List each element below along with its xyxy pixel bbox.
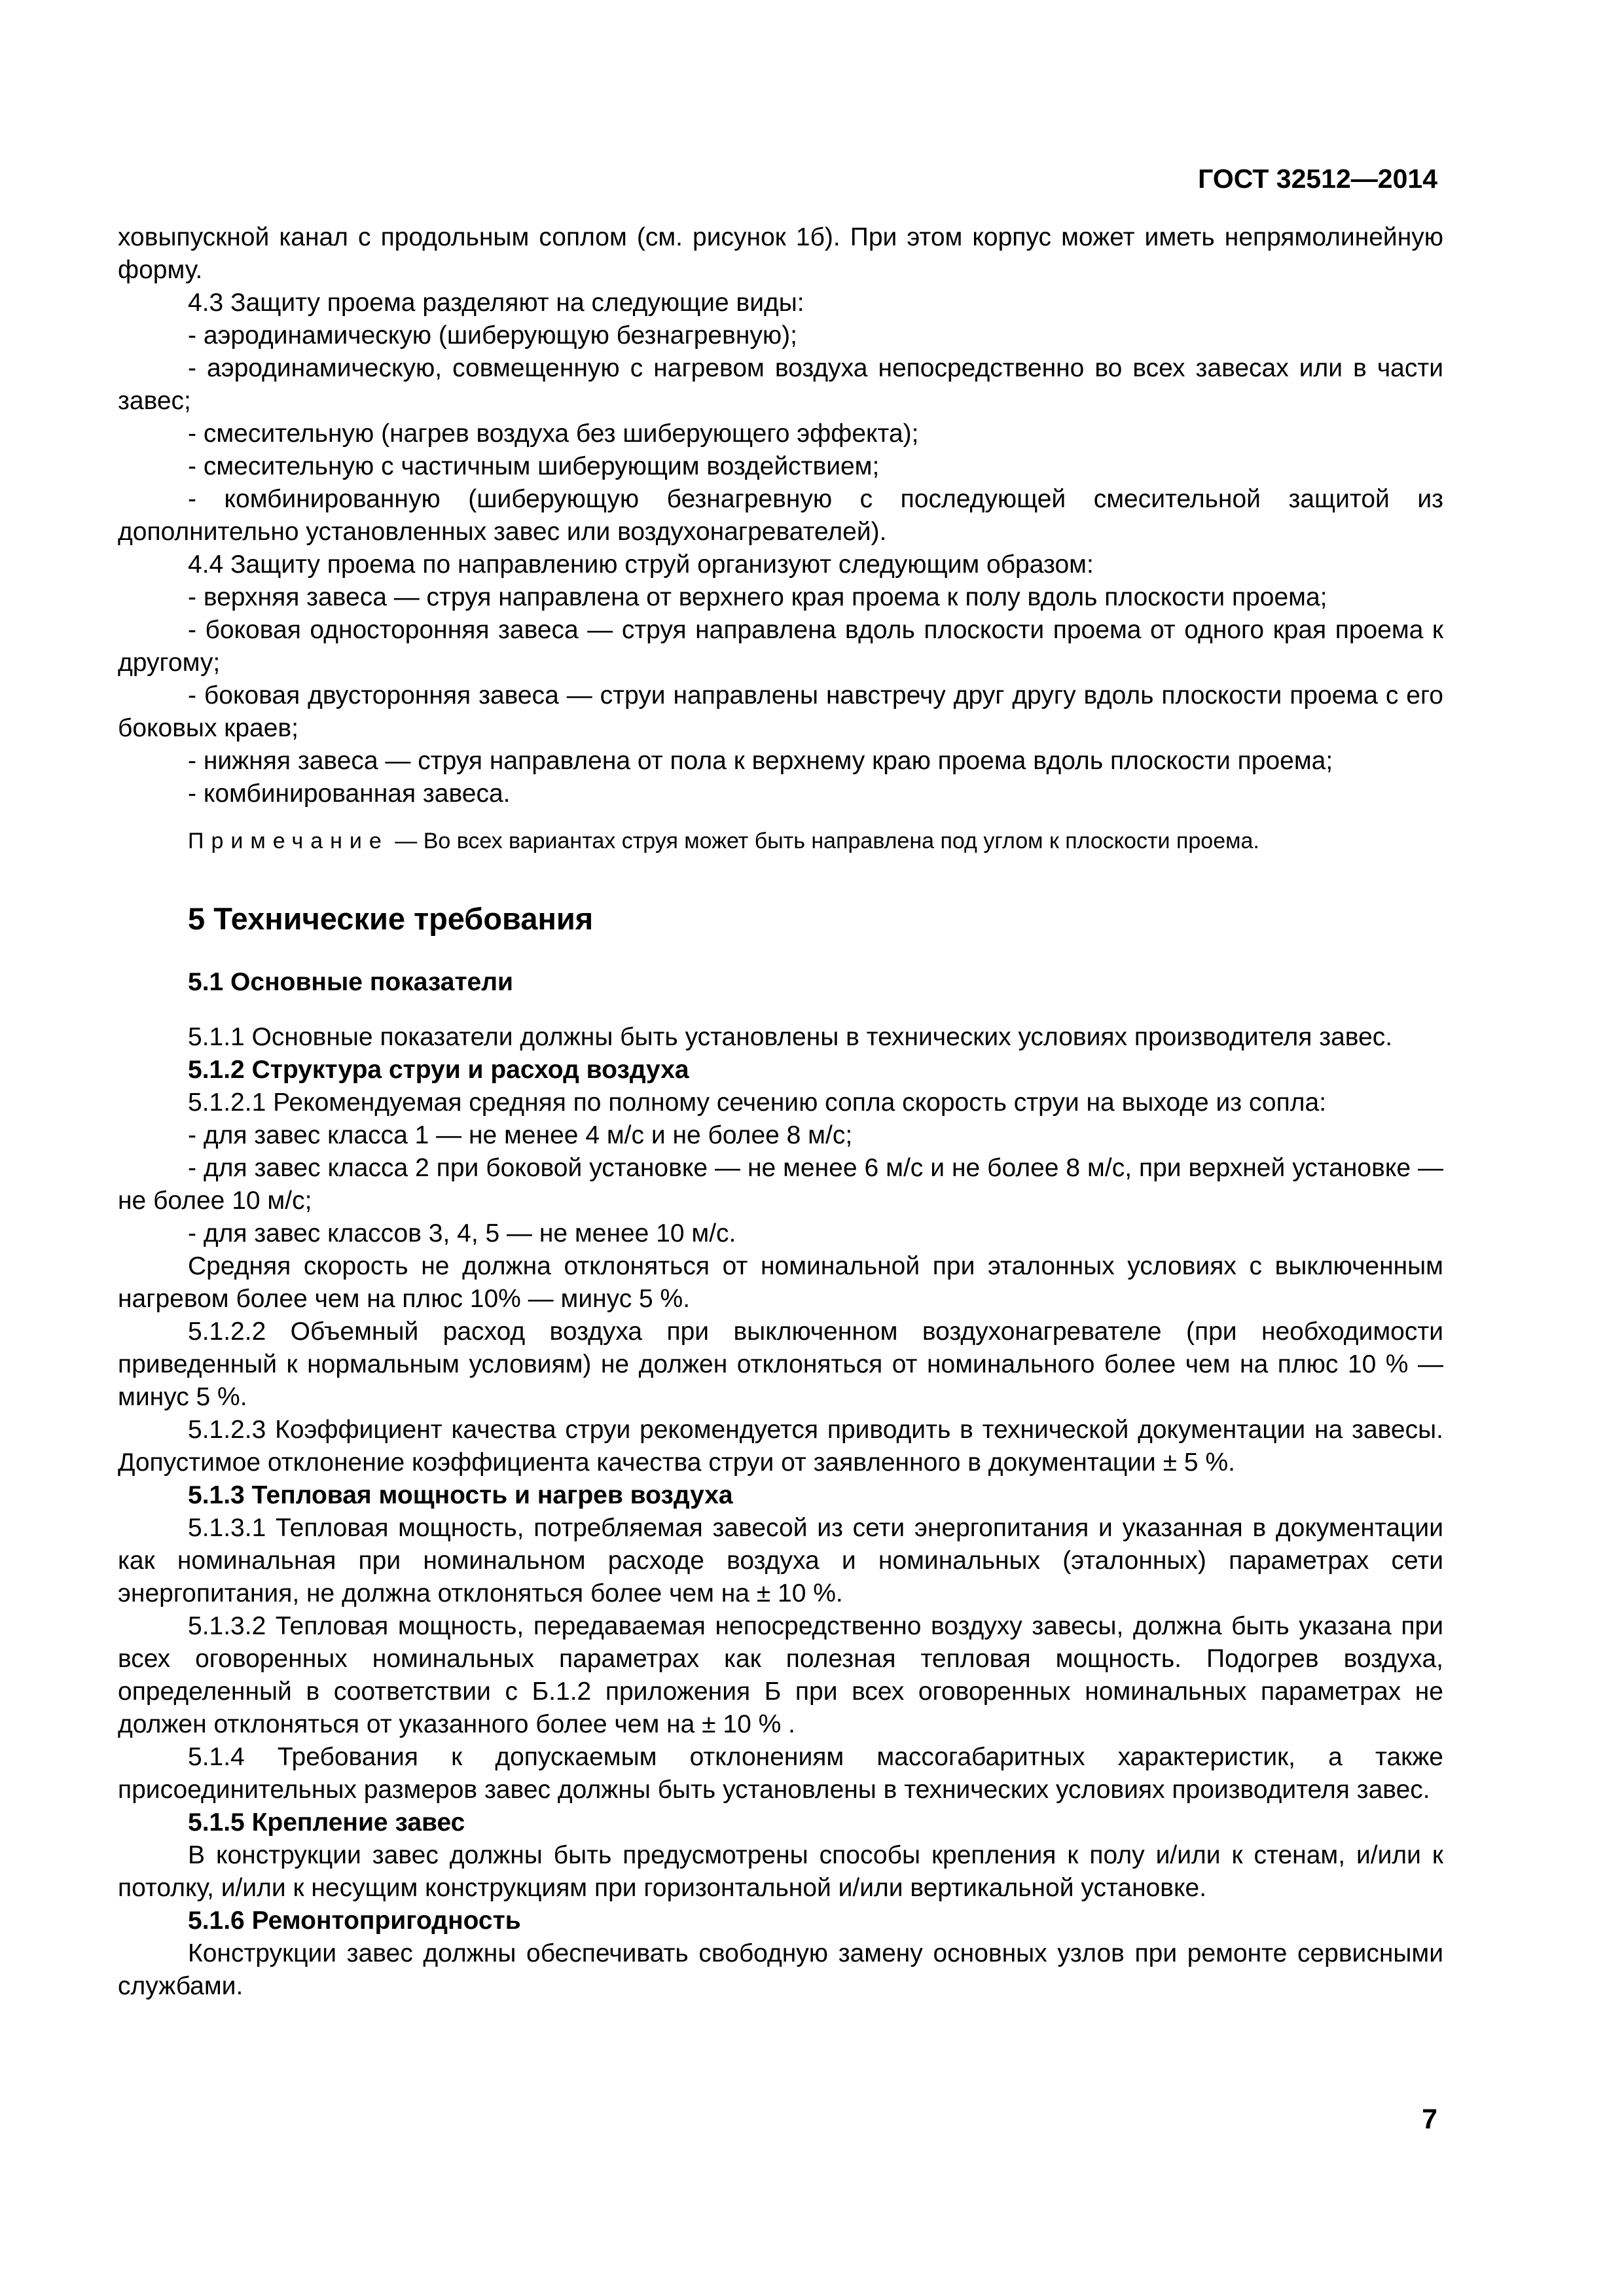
list-item: - смесительную с частичным шиберующим воздействием; xyxy=(188,452,880,480)
section-title: 5 Технические требования xyxy=(188,901,594,936)
paragraph: 5.1.2.2 Объемный расход воздуха при выключенном воздухонагревателе (при необходимости приведенный к нормальным условиям) не должен отклоняться от номинального более чем на плюс 10 % — минус 5 %. xyxy=(118,1318,1443,1411)
note xyxy=(118,825,1443,857)
list-item: - для завес класса 1 — не менее 4 м/с и не более 8 м/с; xyxy=(188,1121,853,1149)
paragraph: 4.4 Защиту проема по направлению струй организуют следующим образом: xyxy=(188,550,1094,579)
list-item: - нижняя завеса — струя направлена от пола к верхнему краю проема вдоль плоскости проема; xyxy=(188,747,1333,775)
list-item: - аэродинамическую, совмещенную с нагревом воздуха непосредственно во всех завесах или в части завес; xyxy=(118,354,1443,415)
list-item: - комбинированная завеса. xyxy=(188,780,511,808)
paragraph: В конструкции завес должны быть предусмотрены способы крепления к полу и/или к стенам, и/или к потолку, и/или к несущим конструкциям при горизонтальной и/или вертикальной установке. xyxy=(118,1841,1443,1902)
paragraph: 4.3 Защиту проема разделяют на следующие виды: xyxy=(188,289,804,317)
list-item: - верхняя завеса — струя направлена от верхнего края проема к полу вдоль плоскости проема; xyxy=(188,583,1327,611)
clause-heading: 5.1.3 Тепловая мощность и нагрев воздуха xyxy=(188,1481,733,1509)
list-item: - аэродинамическую (шиберующую безнагревную); xyxy=(188,321,797,350)
list-item: - для завес классов 3, 4, 5 — не менее 10 м/с. xyxy=(188,1219,736,1247)
list-item: - для завес класса 2 при боковой установке — не менее 6 м/с и не более 8 м/с, при верхней установке — не более 10 м/с; xyxy=(118,1154,1443,1215)
subsection-title: 5.1 Основные показатели xyxy=(188,968,513,996)
paragraph: 5.1.3.2 Тепловая мощность, передаваемая непосредственно воздуху завесы, должна быть указана при всех оговоренных номинальных параметрах как полезная тепловая мощность. Подогрев воздуха, определенный в соответствии с Б.1.2 приложения Б при всех оговоренных номинальных параметрах не должен отклоняться от указанного более чем на ± 10 % . xyxy=(118,1612,1443,1738)
paragraph: 5.1.4 Требования к допускаемым отклонениям массогабаритных характеристик, а также присоединительных размеров завес должны быть установлены в технических условиях производителя завес. xyxy=(118,1743,1443,1804)
list-item: - боковая односторонняя завеса — струя направлена вдоль плоскости проема от одного края проема к другому; xyxy=(118,616,1443,677)
paragraph: ховыпускной канал с продольным соплом (см. рисунок 1б). При этом корпус может иметь непрямолинейную форму. xyxy=(118,223,1443,284)
note-label: Примечание xyxy=(188,829,389,853)
clause-heading: 5.1.6 Ремонтопригодность xyxy=(188,1907,521,1935)
paragraph: 5.1.2.3 Коэффициент качества струи рекомендуется приводить в технической документации на завесы. Допустимое отклонение коэффициента качества струи от заявленного в документации ± 5 %. xyxy=(118,1416,1443,1477)
paragraph: Конструкции завес должны обеспечивать свободную замену основных узлов при ремонте сервисными службами. xyxy=(118,1939,1443,2000)
list-item: - боковая двусторонняя завеса — струи направлены навстречу друг другу вдоль плоскости проема с его боковых краев; xyxy=(118,681,1443,742)
page-number: 7 xyxy=(1422,2104,1437,2135)
clause-heading: 5.1.2 Структура струи и расход воздуха xyxy=(188,1056,689,1084)
note-text: — Во всех вариантах струя может быть направлена под углом к плоскости проема. xyxy=(388,829,1259,853)
paragraph: 5.1.3.1 Тепловая мощность, потребляемая завесой из сети энергопитания и указанная в документации как номинальная при номинальном расходе воздуха и номинальных (эталонных) параметрах сети энергопитания, не должна отклоняться более чем на ± 10 %. xyxy=(118,1514,1443,1607)
clause-heading: 5.1.5 Крепление завес xyxy=(188,1808,465,1837)
paragraph: 5.1.2.1 Рекомендуемая средняя по полному сечению сопла скорость струи на выходе из сопла: xyxy=(188,1088,1327,1117)
list-item: - комбинированную (шиберующую безнагревную с последующей смесительной защитой из дополнительно установленных завес или воздухонагревателей). xyxy=(118,485,1443,546)
list-item: - смесительную (нагрев воздуха без шиберующего эффекта); xyxy=(188,420,919,448)
document-header: ГОСТ 32512—2014 xyxy=(1198,164,1437,194)
paragraph: 5.1.1 Основные показатели должны быть установлены в технических условиях производителя завес. xyxy=(188,1023,1393,1051)
page-content xyxy=(118,221,1443,2003)
paragraph: Средняя скорость не должна отклоняться от номинальной при эталонных условиях с выключенным нагревом более чем на плюс 10% — минус 5 %. xyxy=(118,1252,1443,1313)
